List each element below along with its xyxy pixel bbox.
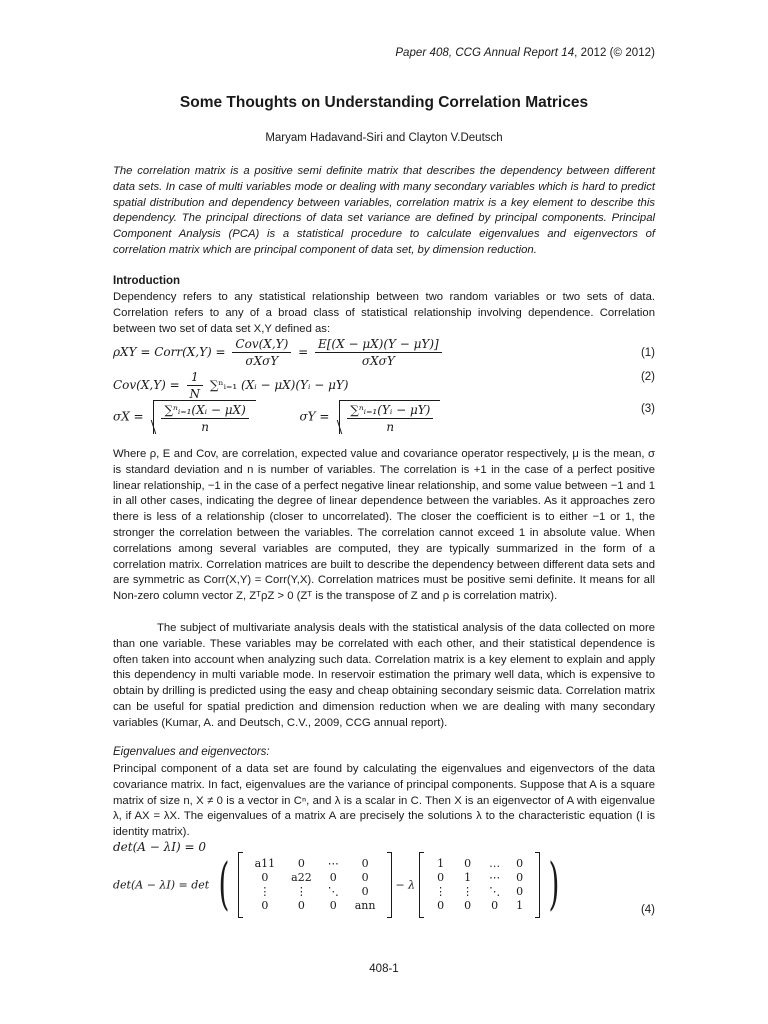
matrix-i-cell: 0 xyxy=(516,885,524,898)
matrix-a-cell: ⋯ xyxy=(327,857,339,870)
eq1-num-1: Cov(X,Y) xyxy=(232,337,291,353)
eq3a-fraction xyxy=(161,403,248,434)
matrix-i-row xyxy=(427,899,531,913)
matrix-i-row xyxy=(427,871,531,885)
eq1-lhs: ρXY = Corr(X,Y) = xyxy=(113,345,226,359)
matrix-a-right-bracket xyxy=(387,852,392,918)
eq2-fraction xyxy=(187,370,204,401)
matrix-i-cell: 0 xyxy=(437,871,445,884)
eq1-den-1: σXσY xyxy=(245,354,279,368)
abstract: The correlation matrix is a positive semi definite matrix that describes the dependency between different data sets. In case of multi variables mode or dealing with many secondary variables which is hard to predict spatial distribution and dependency between variables, correlation matrix is a key element to describe this dependency. The principal directions of data set variance are defined by principal components. Principal Component Analysis (PCA) is a statistical procedure to calculate eigenvalues and eigenvectors of correlation matrix which are principal component of data set, by dimension reduction. xyxy=(113,165,655,256)
running-header xyxy=(395,47,655,59)
matrix-i-cell: 0 xyxy=(491,899,499,912)
eq2-sum: ∑ⁿᵢ₌₁ xyxy=(209,378,238,392)
header-year: , 2012 (© 2012) xyxy=(574,47,655,59)
eq1-fraction-2 xyxy=(315,337,442,368)
eq4-lhs: det(A − λI) = det xyxy=(113,878,210,892)
matrix-i-left-bracket xyxy=(419,852,424,918)
matrix-a xyxy=(247,857,384,913)
paper-title: Some Thoughts on Understanding Correlation Matrices xyxy=(179,94,589,111)
eq3b-num: ∑ⁿᵢ₌₁(Yᵢ − μY) xyxy=(347,403,433,419)
matrix-i-cell: ⋮ xyxy=(462,885,474,898)
left-paren: ( xyxy=(218,852,230,917)
matrix-a-cell: 0 xyxy=(297,899,305,912)
eq3a-lhs: σX = xyxy=(113,409,144,424)
minus-lambda: − λ xyxy=(395,878,416,892)
matrix-i-cell: ⋱ xyxy=(489,885,501,898)
equation-number-4: (4) xyxy=(640,904,655,916)
matrix-a-cell: 0 xyxy=(361,871,369,884)
matrix-i-cell: 1 xyxy=(437,857,445,870)
matrix-a-cell: 0 xyxy=(361,857,369,870)
eq1-den-2: σXσY xyxy=(361,354,395,368)
matrix-i-cell: 0 xyxy=(437,899,445,912)
eq3b-den: n xyxy=(386,420,395,434)
matrix-i-right-bracket xyxy=(535,852,540,918)
intro-paragraph-2: Where ρ, E and Cov, are correlation, expected value and covariance operator respectively, μ is the mean, σ is standard deviation and n is number of variables. The correlation is +1 in the case of a perfect positive linear relationship, −1 in the case of a perfect negative linear relationship, and some value between −1 and 1 in all other cases, indicating the degree of linear dependence between the variables. As it approaches zero there is less of a relationship (closer to uncorrelated). The closer the coefficient is to either −1 or 1, the stronger the correlation between the variables. The correlation cannot exceed 1 in absolute value. When correlations among several variables are computed, they are typically summarized in the form of a correlation matrix. Correlation matrices are built to describe the dependency between different data sets and are symmetric as Corr(X,Y) = Corr(Y,X). Correlation matrices must be positive semi definite. It means for all Non-zero column vector Z, ZᵀρZ > 0 (Zᵀ is the transpose of Z and ρ is correlation matrix). xyxy=(113,448,655,603)
matrix-a-cell: ⋮ xyxy=(295,885,307,898)
eq2-den: N xyxy=(189,387,201,401)
matrix-i-cell: 1 xyxy=(516,899,524,912)
characteristic-equation: det(A − λI) = 0 xyxy=(113,840,206,854)
equation-1: ρXY = Corr(X,Y) = $\frac{\text{Cov(X,Y)}}{\text{σXσY}}$ = $\frac{E[(X - \mu X)(Y - \mu Y)]}{\text{σXσY}}$ xyxy=(113,337,655,368)
matrix-a-cell: ⋮ xyxy=(259,885,271,898)
header-paper-ref: Paper 408, CCG Annual Report 14 xyxy=(395,47,575,59)
eq3b-lhs: σY = xyxy=(299,409,330,424)
matrix-i-row xyxy=(427,857,531,871)
matrix-a-cell: 0 xyxy=(261,871,269,884)
matrix-a-row xyxy=(247,871,384,885)
paper-authors: Maryam Hadavand-Siri and Clayton V.Deutsch xyxy=(265,132,503,144)
eq3a-num: ∑ⁿᵢ₌₁(Xᵢ − μX) xyxy=(161,403,248,419)
matrix-identity xyxy=(427,857,531,913)
matrix-a-cell: 0 xyxy=(361,885,369,898)
matrix-a-row xyxy=(247,857,384,871)
matrix-i-cell: 1 xyxy=(464,871,472,884)
matrix-a-cell: ann xyxy=(354,899,376,912)
eq1-fraction-1 xyxy=(232,337,291,368)
eigen-paragraph-1: Principal component of a data set are found by calculating the eigenvalues and eigenvectors of the data covariance matrix. In fact, eigenvalues are the variance of principal components. Suppose that A is a square matrix of size n, X ≠ 0 is a vector in Cⁿ, and λ is a scalar in C. Then X is an eigenvector of A with eigenvalue λ, if AX = λX. The eigenvalues of a matrix A are precisely the solutions λ to the characteristic equation (I is identity matrix). xyxy=(113,763,655,839)
matrix-i-cell: … xyxy=(489,857,501,870)
matrix-i-cell: ⋯ xyxy=(489,871,501,884)
eq3b-fraction xyxy=(347,403,433,434)
equation-3 xyxy=(113,400,655,434)
matrix-a-row xyxy=(247,899,384,913)
right-paren: ) xyxy=(548,852,560,917)
matrix-a-cell: 0 xyxy=(329,871,337,884)
equation-number-2: (2) xyxy=(640,371,655,383)
matrix-i-cell: 0 xyxy=(516,857,524,870)
matrix-i-row xyxy=(427,885,531,899)
eq3a-sqrt xyxy=(153,400,255,434)
matrix-i-cell: 0 xyxy=(516,871,524,884)
equation-number-3: (3) xyxy=(640,403,655,415)
matrix-a-cell: 0 xyxy=(329,899,337,912)
eigen-heading: Eigenvalues and eigenvectors: xyxy=(113,746,270,758)
equation-2 xyxy=(113,370,655,401)
matrix-i-cell: 0 xyxy=(464,899,472,912)
matrix-a-row xyxy=(247,885,384,899)
equation-number-1: (1) xyxy=(640,347,655,359)
eq3b-sqrt xyxy=(339,400,440,434)
matrix-a-cell: ⋱ xyxy=(327,885,339,898)
matrix-a-left-bracket xyxy=(238,852,243,918)
matrix-a-cell: a11 xyxy=(254,857,276,870)
matrix-i-cell: ⋮ xyxy=(435,885,447,898)
intro-heading: Introduction xyxy=(113,275,181,287)
matrix-i-cell: 0 xyxy=(464,857,472,870)
eq1-num-2: E[(X − μX)(Y − μY)] xyxy=(315,337,442,353)
eq2-num: 1 xyxy=(187,370,204,386)
page-number: 408-1 xyxy=(369,963,399,975)
eq3a-den: n xyxy=(201,420,209,434)
eq2-rhs: (Xᵢ − μX)(Yᵢ − μY) xyxy=(241,378,349,392)
matrix-a-cell: 0 xyxy=(297,857,305,870)
eq2-lhs: Cov(X,Y) = xyxy=(113,378,180,392)
matrix-a-cell: a22 xyxy=(291,871,312,884)
equation-4 xyxy=(113,852,565,918)
intro-paragraph-1: Dependency refers to any statistical relationship between two random variables or two sets of data. Correlation refers to any of a broad class of statistical relationship involving dependence. Correlation between two set of data set X,Y defined as: xyxy=(113,291,655,335)
intro-paragraph-3: The subject of multivariate analysis deals with the statistical analysis of the data collected on more than one variable. These variables may be correlated with each other, and their statistical dependence is often taken into account when analyzing such data. Correlation matrix is a key element to explain and apply this dependency in multi variable mode. In reservoir estimation the primary well data, which is expensive to obtain by drilling is predicted using the easy and cheap obtaining secondary seismic data. Correlation matrix can be useful for spatial prediction and dimension reduction when we are dealing with many secondary variables (Kumar, A. and Deutsch, C.V., 2009, CCG annual report). xyxy=(113,622,655,729)
matrix-a-cell: 0 xyxy=(261,899,269,912)
